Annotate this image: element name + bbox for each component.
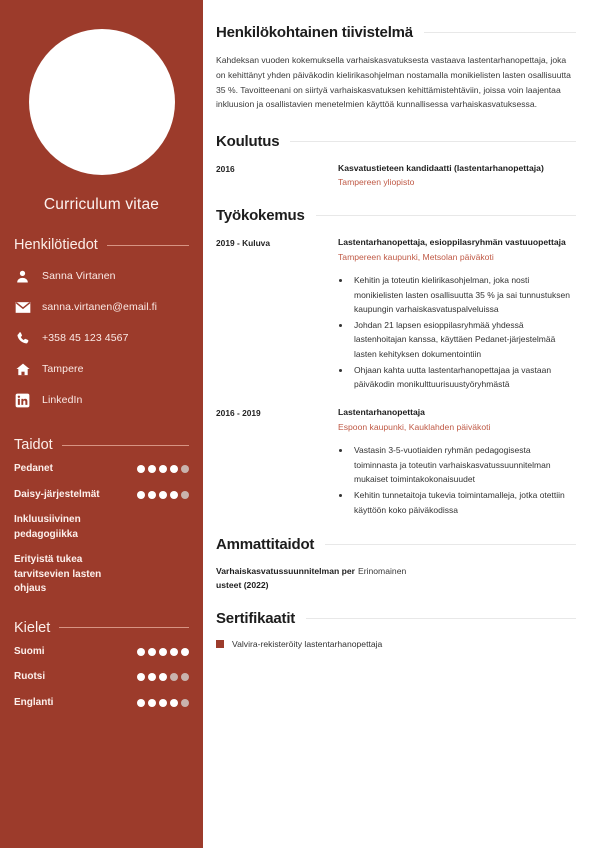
rating-dot	[159, 673, 167, 681]
experience-entry	[216, 236, 576, 393]
experience-bullet: • Johdan 21 lapsen esioppilasryhmää yhdessä lastenhoitajan kanssa, käyttäen Pedanet-järjestelmää lasten kehityksen dokumentointiin	[351, 318, 576, 361]
certificates-list	[216, 639, 576, 649]
rating-label: Suomi	[14, 645, 45, 657]
phone-icon	[14, 330, 31, 347]
heading-rule	[62, 445, 189, 446]
rating-label: Pedanet	[14, 463, 53, 474]
heading-rule	[325, 544, 576, 545]
heading-rule	[316, 215, 576, 216]
rating-label: Englanti	[14, 696, 54, 708]
rating-dot	[148, 673, 156, 681]
rating-label: Inkluusiivinen pedagogiikka	[14, 514, 81, 540]
rating-dot	[148, 699, 156, 707]
certificates-heading	[216, 610, 576, 627]
rating-dot	[137, 673, 145, 681]
education-details	[338, 162, 576, 190]
rating-dot	[148, 491, 156, 499]
contact-label: LinkedIn	[42, 394, 83, 406]
rating-label: Erityistä tukea tarvitsevien lasten ohjaus	[14, 554, 102, 594]
square-bullet-icon	[216, 640, 224, 648]
rating-row	[14, 553, 189, 597]
profile-photo	[29, 29, 175, 175]
linkedin-icon	[14, 392, 31, 409]
main-content	[203, 0, 600, 848]
summary-text: Kahdeksan vuoden kokemuksella varhaiskasvatuksesta vastaava lastentarhanopettaja, joka on kehittänyt yhden päiväkodin kielirikasohjelman nostamalla monikielisten lasten osallisuutta 35 %. Tavoitteenani on siirtyä varhaiskasvatuksen kehittämistehtäviin, joissa voin laajentaa inkluusion ja osallistavien menetelmien käyttöä kunnallisessa varhaiskasvatuksessa.	[216, 55, 571, 110]
rating-dot	[148, 648, 156, 656]
experience-heading	[216, 207, 576, 224]
rating-row	[14, 645, 189, 660]
experience-bullets	[351, 443, 576, 516]
rating-dot	[148, 465, 156, 473]
experience-bullet: • Kehitin ja toteutin kielirikasohjelman, joka nosti monikielisten lasten osallisuutta 35 % ja sai tunnustuksen kaupungin varhaiskasvatuspalveluissa	[351, 273, 576, 316]
education-period: 2016	[216, 164, 235, 175]
skills-list	[14, 462, 189, 597]
contact-list	[14, 262, 189, 414]
experience-role: Lastentarhanopettaja	[338, 407, 425, 418]
proskills-heading	[216, 536, 576, 553]
experience-employer: Espoon kaupunki, Kauklahden päiväkoti	[338, 421, 491, 432]
experience-details	[338, 406, 576, 518]
rating-dot	[181, 673, 189, 681]
education-institution: Tampereen yliopisto	[338, 177, 415, 188]
certificate-label: Valvira-rekisteröity lastentarhanopettaja	[232, 638, 383, 649]
rating-dots	[137, 645, 189, 656]
experience-bullet: • Kehitin tunnetaitoja tukevia toimintamalleja, jotka otettiin käyttöön koko päiväkodissa	[351, 488, 576, 517]
rating-dot	[137, 699, 145, 707]
experience-bullet: • Vastasin 3-5-vuotiaiden ryhmän pedagogisesta toiminnasta ja toteutin varhaiskasvatussuunnitelman mukaiset toimintakokonaisuudet	[351, 443, 576, 486]
rating-dot	[170, 648, 178, 656]
certificate-row	[216, 639, 576, 649]
contact-label: sanna.virtanen@email.fi	[42, 301, 158, 313]
experience-period: 2016 - 2019	[216, 408, 261, 419]
heading-rule	[107, 245, 189, 246]
experience-period: 2019 - Kuluva	[216, 238, 270, 249]
rating-dot	[159, 699, 167, 707]
rating-dot	[181, 465, 189, 473]
education-degree: Kasvatustieteen kandidaatti (lastentarhanopettaja)	[338, 163, 544, 174]
rating-dot	[181, 699, 189, 707]
contact-label: Tampere	[42, 363, 84, 375]
education-heading-label: Koulutus	[216, 133, 280, 151]
personal-details-heading	[14, 237, 189, 253]
proskills-heading-label: Ammattitaidot	[216, 535, 315, 553]
contact-label: +358 45 123 4567	[42, 332, 129, 344]
contact-row[interactable]	[14, 262, 189, 290]
experience-details	[338, 236, 576, 393]
heading-rule	[59, 627, 189, 628]
rating-dot	[170, 491, 178, 499]
skills-heading-label: Taidot	[14, 437, 53, 453]
contact-row[interactable]	[14, 355, 189, 383]
profile-photo-container	[14, 0, 189, 175]
rating-dot	[170, 699, 178, 707]
summary-heading-label: Henkilökohtainen tiivistelmä	[216, 24, 413, 41]
skills-heading	[14, 437, 189, 453]
languages-heading	[14, 620, 189, 636]
rating-dots	[137, 696, 189, 707]
rating-row	[14, 488, 189, 503]
languages-list	[14, 645, 189, 711]
experience-bullets	[351, 273, 576, 391]
summary-heading	[216, 24, 576, 41]
heading-rule	[306, 618, 576, 619]
experience-list	[216, 236, 576, 519]
rating-row	[14, 462, 189, 477]
person-icon	[14, 268, 31, 285]
education-heading	[216, 133, 576, 150]
rating-label: Daisy-järjestelmät	[14, 488, 100, 500]
rating-dots	[137, 488, 189, 499]
rating-dot	[181, 491, 189, 499]
personal-details-heading-label: Henkilötiedot	[14, 237, 98, 253]
education-list	[216, 162, 576, 190]
rating-dot	[159, 648, 167, 656]
experience-entry	[216, 406, 576, 518]
experience-heading-label: Työkokemus	[216, 207, 305, 225]
rating-label: Ruotsi	[14, 671, 46, 682]
proskills-list	[216, 565, 576, 593]
experience-bullet: • Ohjaan kahta uutta lastentarhanopettajaa ja vastaan päiväkodin monikulttuurisuustyöryhmästä	[351, 363, 576, 392]
rating-dot	[137, 491, 145, 499]
contact-row[interactable]	[14, 324, 189, 352]
envelope-icon	[14, 299, 31, 316]
contact-row[interactable]	[14, 293, 189, 321]
rating-dot	[181, 648, 189, 656]
experience-role: Lastentarhanopettaja, esioppilasryhmän vastuuopettaja	[338, 237, 566, 248]
rating-dot	[170, 673, 178, 681]
rating-dot	[137, 648, 145, 656]
rating-row	[14, 670, 189, 685]
rating-dot	[170, 465, 178, 473]
proskill-name: Varhaiskasvatussuunnitelman perusteet (2022)	[216, 565, 355, 590]
heading-rule	[424, 32, 576, 33]
rating-row	[14, 696, 189, 711]
rating-dots	[137, 462, 189, 473]
proskill-row	[216, 565, 576, 593]
rating-dot	[159, 465, 167, 473]
rating-row	[14, 513, 189, 542]
experience-employer: Tampereen kaupunki, Metsolan päiväkoti	[338, 251, 494, 262]
rating-dot	[137, 465, 145, 473]
sidebar	[0, 0, 203, 848]
languages-heading-label: Kielet	[14, 619, 51, 636]
certificates-heading-label: Sertifikaatit	[216, 609, 296, 627]
home-icon	[14, 361, 31, 378]
proskill-level: Erinomainen	[358, 565, 407, 576]
heading-rule	[290, 141, 576, 142]
cv-title: Curriculum vitae	[43, 196, 160, 213]
contact-label: Sanna Virtanen	[42, 270, 116, 282]
rating-dot	[159, 491, 167, 499]
rating-dots	[137, 670, 189, 681]
contact-row[interactable]	[14, 386, 189, 414]
education-entry	[216, 162, 576, 190]
